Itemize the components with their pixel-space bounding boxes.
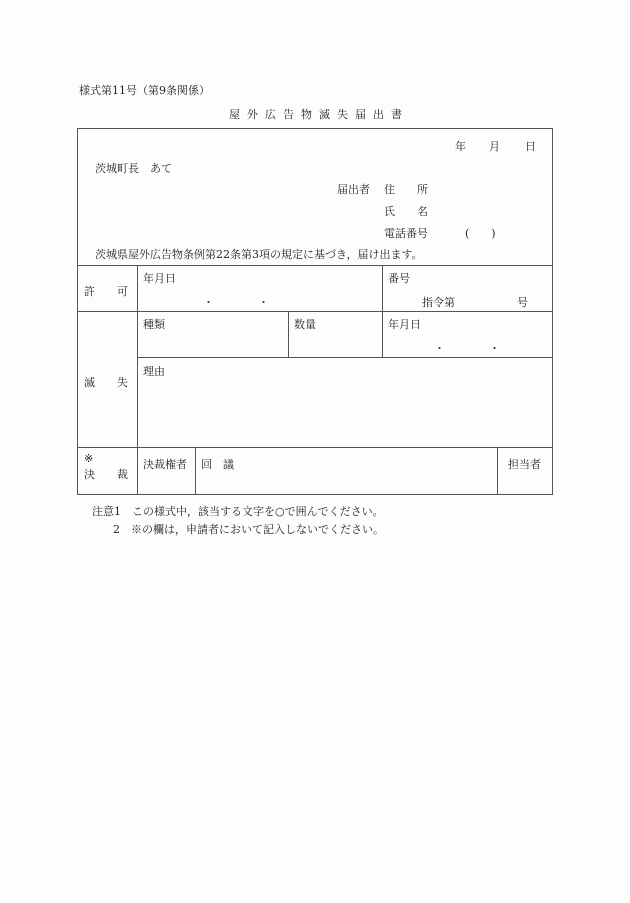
name-label: 氏 名 [384,205,428,218]
date-day-label: 日 [525,140,536,153]
approval-circulation-label: 回 議 [201,458,234,471]
phone-label: 電話番号 [384,227,428,240]
page-title: 屋外広告物滅失届出書 [229,108,409,121]
statement: 茨城県屋外広告物条例第22条第3項の規定に基づき，届け出ます。 [95,248,423,261]
applicant-label: 届出者 [337,183,370,196]
address-label: 住 所 [384,183,428,196]
permit-date-dots[interactable]: ・ ・ [203,296,269,309]
loss-label: 滅 失 [84,376,128,389]
note-2: 2 ※の欄は，申請者において記入しないでください。 [113,523,384,536]
loss-type-label: 種類 [143,318,165,331]
approval-mark: ※ [84,452,94,465]
approval-label: 決 裁 [84,468,128,481]
loss-date-label: 年月日 [388,318,421,331]
loss-reason-label: 理由 [143,365,165,378]
phone-parens: ( ) [465,227,496,240]
approval-authority-label: 決裁権者 [143,458,187,471]
addressee: 茨城町長 あて [95,162,172,175]
approval-person-label: 担当者 [508,458,541,471]
loss-date-dots[interactable]: ・ ・ [434,342,500,355]
permit-number-label: 番号 [388,272,410,285]
permit-number-suffix: 号 [517,296,528,309]
permit-date-label: 年月日 [143,272,176,285]
date-year-label: 年 [455,140,466,153]
permit-number-prefix: 指令第 [422,296,455,309]
form-number: 様式第11号（第9条関係） [79,84,210,97]
permit-label: 許 可 [84,285,128,298]
note-1: 注意1 この様式中，該当する文字を○で囲んでください。 [92,505,384,518]
date-month-label: 月 [489,140,500,153]
loss-quantity-label: 数量 [294,318,316,331]
